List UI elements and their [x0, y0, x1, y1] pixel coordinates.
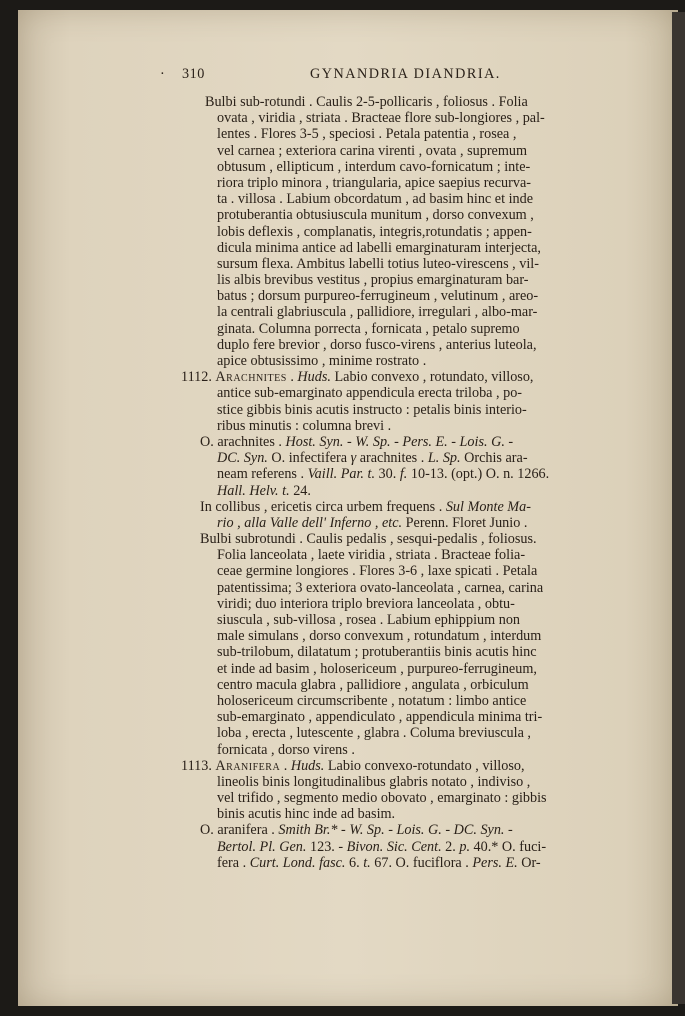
page-header: [160, 66, 640, 94]
margin-mark: ·: [160, 66, 165, 82]
text-segment: sub-emarginato , appendiculato , appendicula minima tri-: [217, 709, 543, 726]
text-segment: dicula minima antice ad labelli emarginaturam interjecta,: [217, 239, 541, 256]
text-line: [160, 515, 640, 531]
text-line: [160, 822, 640, 838]
text-segment: Host. Syn. - W. Sp. - Pers. E. - Lois. G. -: [285, 433, 514, 450]
text-segment: lis albis brevibus vestitus , propius emarginaturam bar-: [217, 272, 529, 289]
text-segment: Pers. E.: [472, 854, 518, 871]
text-segment: Or-: [517, 854, 541, 871]
text-segment: Vaill. Par. t.: [307, 466, 375, 483]
text-segment: male simulans , dorso convexum , rotundatum , interdum: [217, 628, 542, 645]
text-line: [160, 839, 640, 855]
page-edge: [672, 12, 685, 1004]
text-line: [160, 677, 640, 693]
text-segment: lobis deflexis , complanatis, integris,rotundatis ; appen-: [217, 223, 532, 240]
text-line: [160, 466, 640, 482]
text-segment: lineolis binis longitudinalibus glabris notato , indiviso ,: [217, 773, 531, 790]
text-segment: Bivon. Sic. Cent.: [346, 838, 442, 855]
text-segment: protuberantia obtusiuscula munitum , dorso convexum ,: [217, 207, 534, 224]
text-segment: L. Sp.: [427, 450, 461, 467]
text-segment: O. aranifera .: [200, 822, 279, 839]
text-segment: Perenn. Floret Junio .: [402, 514, 528, 531]
text-segment: .: [286, 369, 298, 386]
text-segment: viridi; duo interiora triplo breviora lanceolata , obtu-: [217, 595, 515, 612]
text-line: [160, 483, 640, 499]
text-segment: p.: [459, 838, 470, 855]
text-segment: binis acutis hinc inde ad basim.: [217, 806, 396, 823]
text-segment: 1112.: [181, 369, 216, 386]
text-segment: riora triplo minora , triangularia, apice saepius recurva-: [217, 174, 531, 191]
text-line: [160, 693, 640, 709]
text-segment: sursum flexa. Ambitus labelli totius luteo-virescens , vil-: [217, 255, 539, 272]
text-segment: ovata , viridia , striata . Bracteae flore sub-longiores , pal-: [217, 110, 545, 127]
page-text: [160, 66, 640, 871]
text-line: [160, 531, 640, 547]
text-segment: Arachnites: [215, 369, 287, 386]
text-line: [160, 369, 640, 385]
text-segment: ceae germine longiores . Flores 3-6 , laxe spicati . Petala: [217, 563, 538, 580]
text-segment: sub-trilobum, dilatatum ; protuberantiis binis acutis hinc: [217, 644, 537, 661]
text-segment: stice gibbis binis acutis instructo : petalis binis interio-: [217, 401, 527, 418]
text-segment: patentissima; 3 exteriora ovato-lanceolata , carnea, carina: [217, 579, 544, 596]
text-segment: Curt. Lond. fasc.: [249, 854, 346, 871]
text-segment: arachnites .: [356, 450, 428, 467]
text-segment: antice sub-emarginato appendicula erecta triloba , po-: [217, 385, 523, 402]
text-segment: 67. O. fuciflora .: [370, 854, 473, 871]
page-number: 310: [182, 66, 205, 82]
text-segment: centro macula glabra , pallidiore , angulata , orbiculum: [217, 676, 529, 693]
text-segment: ta . villosa . Labium obcordatum , ad basim hinc et inde: [217, 191, 533, 208]
text-segment: 24.: [289, 482, 311, 499]
text-segment: rio , alla Valle dell' Inferno , etc.: [217, 514, 403, 531]
text-segment: vel trifido , segmento medio obovato , emarginato : gibbis: [217, 790, 547, 807]
text-line: [160, 580, 640, 596]
text-segment: la centrali glabriuscula , pallidiore, irregulari , albo-mar-: [217, 304, 538, 321]
text-segment: O. arachnites .: [200, 433, 286, 450]
text-segment: Bertol. Pl. Gen.: [217, 838, 307, 855]
text-segment: .: [280, 757, 291, 774]
text-line: [160, 758, 640, 774]
text-line: [160, 402, 640, 418]
text-segment: γ: [350, 450, 357, 467]
text-segment: batus ; dorsum purpureo-ferrugineum , velutinum , areo-: [217, 288, 539, 305]
running-head: GYNANDRIA DIANDRIA.: [310, 66, 501, 82]
text-line: [160, 596, 640, 612]
text-line: [160, 304, 640, 320]
text-segment: Bulbi subrotundi . Caulis pedalis , sesqui-pedalis , foliosus.: [200, 531, 537, 548]
text-line: [160, 256, 640, 272]
text-segment: ribus minutis : columna brevi .: [217, 417, 392, 434]
text-segment: apice obtusissimo , minime rostrato .: [217, 353, 427, 369]
text-segment: fera .: [217, 854, 250, 871]
text-line: [160, 175, 640, 191]
text-line: [160, 790, 640, 806]
text-line: [160, 612, 640, 628]
text-segment: In collibus , ericetis circa urbem frequens .: [200, 498, 446, 515]
text-line: [160, 126, 640, 142]
text-segment: Bulbi sub-rotundi . Caulis 2-5-pollicaris , foliosus . Folia: [205, 94, 528, 110]
text-line: [160, 288, 640, 304]
text-line: [160, 337, 640, 353]
text-segment: Labio convexo , rotundato, villoso,: [330, 369, 534, 386]
text-line: [160, 434, 640, 450]
text-segment: 6.: [345, 854, 364, 871]
text-line: [160, 272, 640, 288]
text-line: [160, 725, 640, 741]
text-segment: 30.: [375, 466, 400, 483]
text-line: [160, 159, 640, 175]
text-segment: O. infectifera: [267, 450, 351, 467]
text-segment: et inde ad basim , holosericeum , purpureo-ferrugineum,: [217, 660, 537, 677]
text-segment: obtusum , ellipticum , interdum cavo-fornicatum ; inte-: [217, 158, 531, 175]
text-segment: loba , erecta , lutescente , glabra . Columa breviuscula ,: [217, 725, 531, 742]
text-line: [160, 450, 640, 466]
text-segment: Aranifera: [215, 757, 281, 774]
text-segment: Huds.: [290, 757, 325, 774]
text-segment: f.: [399, 466, 408, 483]
text-line: [160, 191, 640, 207]
text-body: [160, 94, 640, 871]
text-segment: Smith Br.* - W. Sp. - Lois. G. - DC. Syn. -: [278, 822, 513, 839]
text-line: [160, 628, 640, 644]
text-line: [160, 855, 640, 871]
text-segment: 123. -: [306, 838, 347, 855]
text-line: [160, 774, 640, 790]
text-segment: 1113.: [181, 757, 216, 774]
text-line: [160, 709, 640, 725]
text-line: [160, 385, 640, 401]
text-segment: Labio convexo-rotundato , villoso,: [324, 757, 525, 774]
text-segment: Folia lanceolata , laete viridia , striata . Bracteae folia-: [217, 547, 526, 564]
text-segment: Hall. Helv. t.: [217, 482, 290, 499]
text-segment: duplo fere brevior , dorso fusco-virens , anterius luteola,: [217, 336, 537, 353]
text-segment: holosericeum circumscribente , notatum : limbo antice: [217, 692, 527, 709]
text-segment: Huds.: [297, 369, 331, 386]
text-line: [160, 207, 640, 223]
text-line: [160, 110, 640, 126]
text-line: [160, 321, 640, 337]
text-segment: 2.: [441, 838, 460, 855]
text-segment: fornicata , dorso virens .: [217, 741, 355, 758]
text-line: [160, 353, 640, 369]
text-segment: 40.* O. fuci-: [470, 838, 547, 855]
text-line: [160, 547, 640, 563]
text-line: [160, 661, 640, 677]
text-segment: lentes . Flores 3-5 , speciosi . Petala patentia , rosea ,: [217, 126, 517, 143]
text-line: [160, 563, 640, 579]
text-segment: DC. Syn.: [217, 450, 268, 467]
text-segment: vel carnea ; exteriora carina virenti , ovata , supremum: [217, 142, 528, 159]
text-segment: Sul Monte Ma-: [445, 498, 531, 515]
text-line: [160, 806, 640, 822]
text-line: [160, 644, 640, 660]
text-segment: ginata. Columna porrecta , fornicata , petalo supremo: [217, 320, 520, 337]
text-line: [160, 418, 640, 434]
text-segment: 10-13. (opt.) O. n. 1266.: [407, 466, 550, 483]
text-line: [160, 224, 640, 240]
text-line: [160, 94, 640, 110]
text-line: [160, 499, 640, 515]
text-line: [160, 143, 640, 159]
text-line: [160, 742, 640, 758]
text-line: [160, 240, 640, 256]
text-segment: t.: [363, 854, 371, 871]
text-segment: siuscula , sub-villosa , rosea . Labium ephippium non: [217, 612, 521, 628]
text-segment: Orchis ara-: [460, 450, 528, 467]
text-segment: neam referens .: [217, 466, 308, 483]
